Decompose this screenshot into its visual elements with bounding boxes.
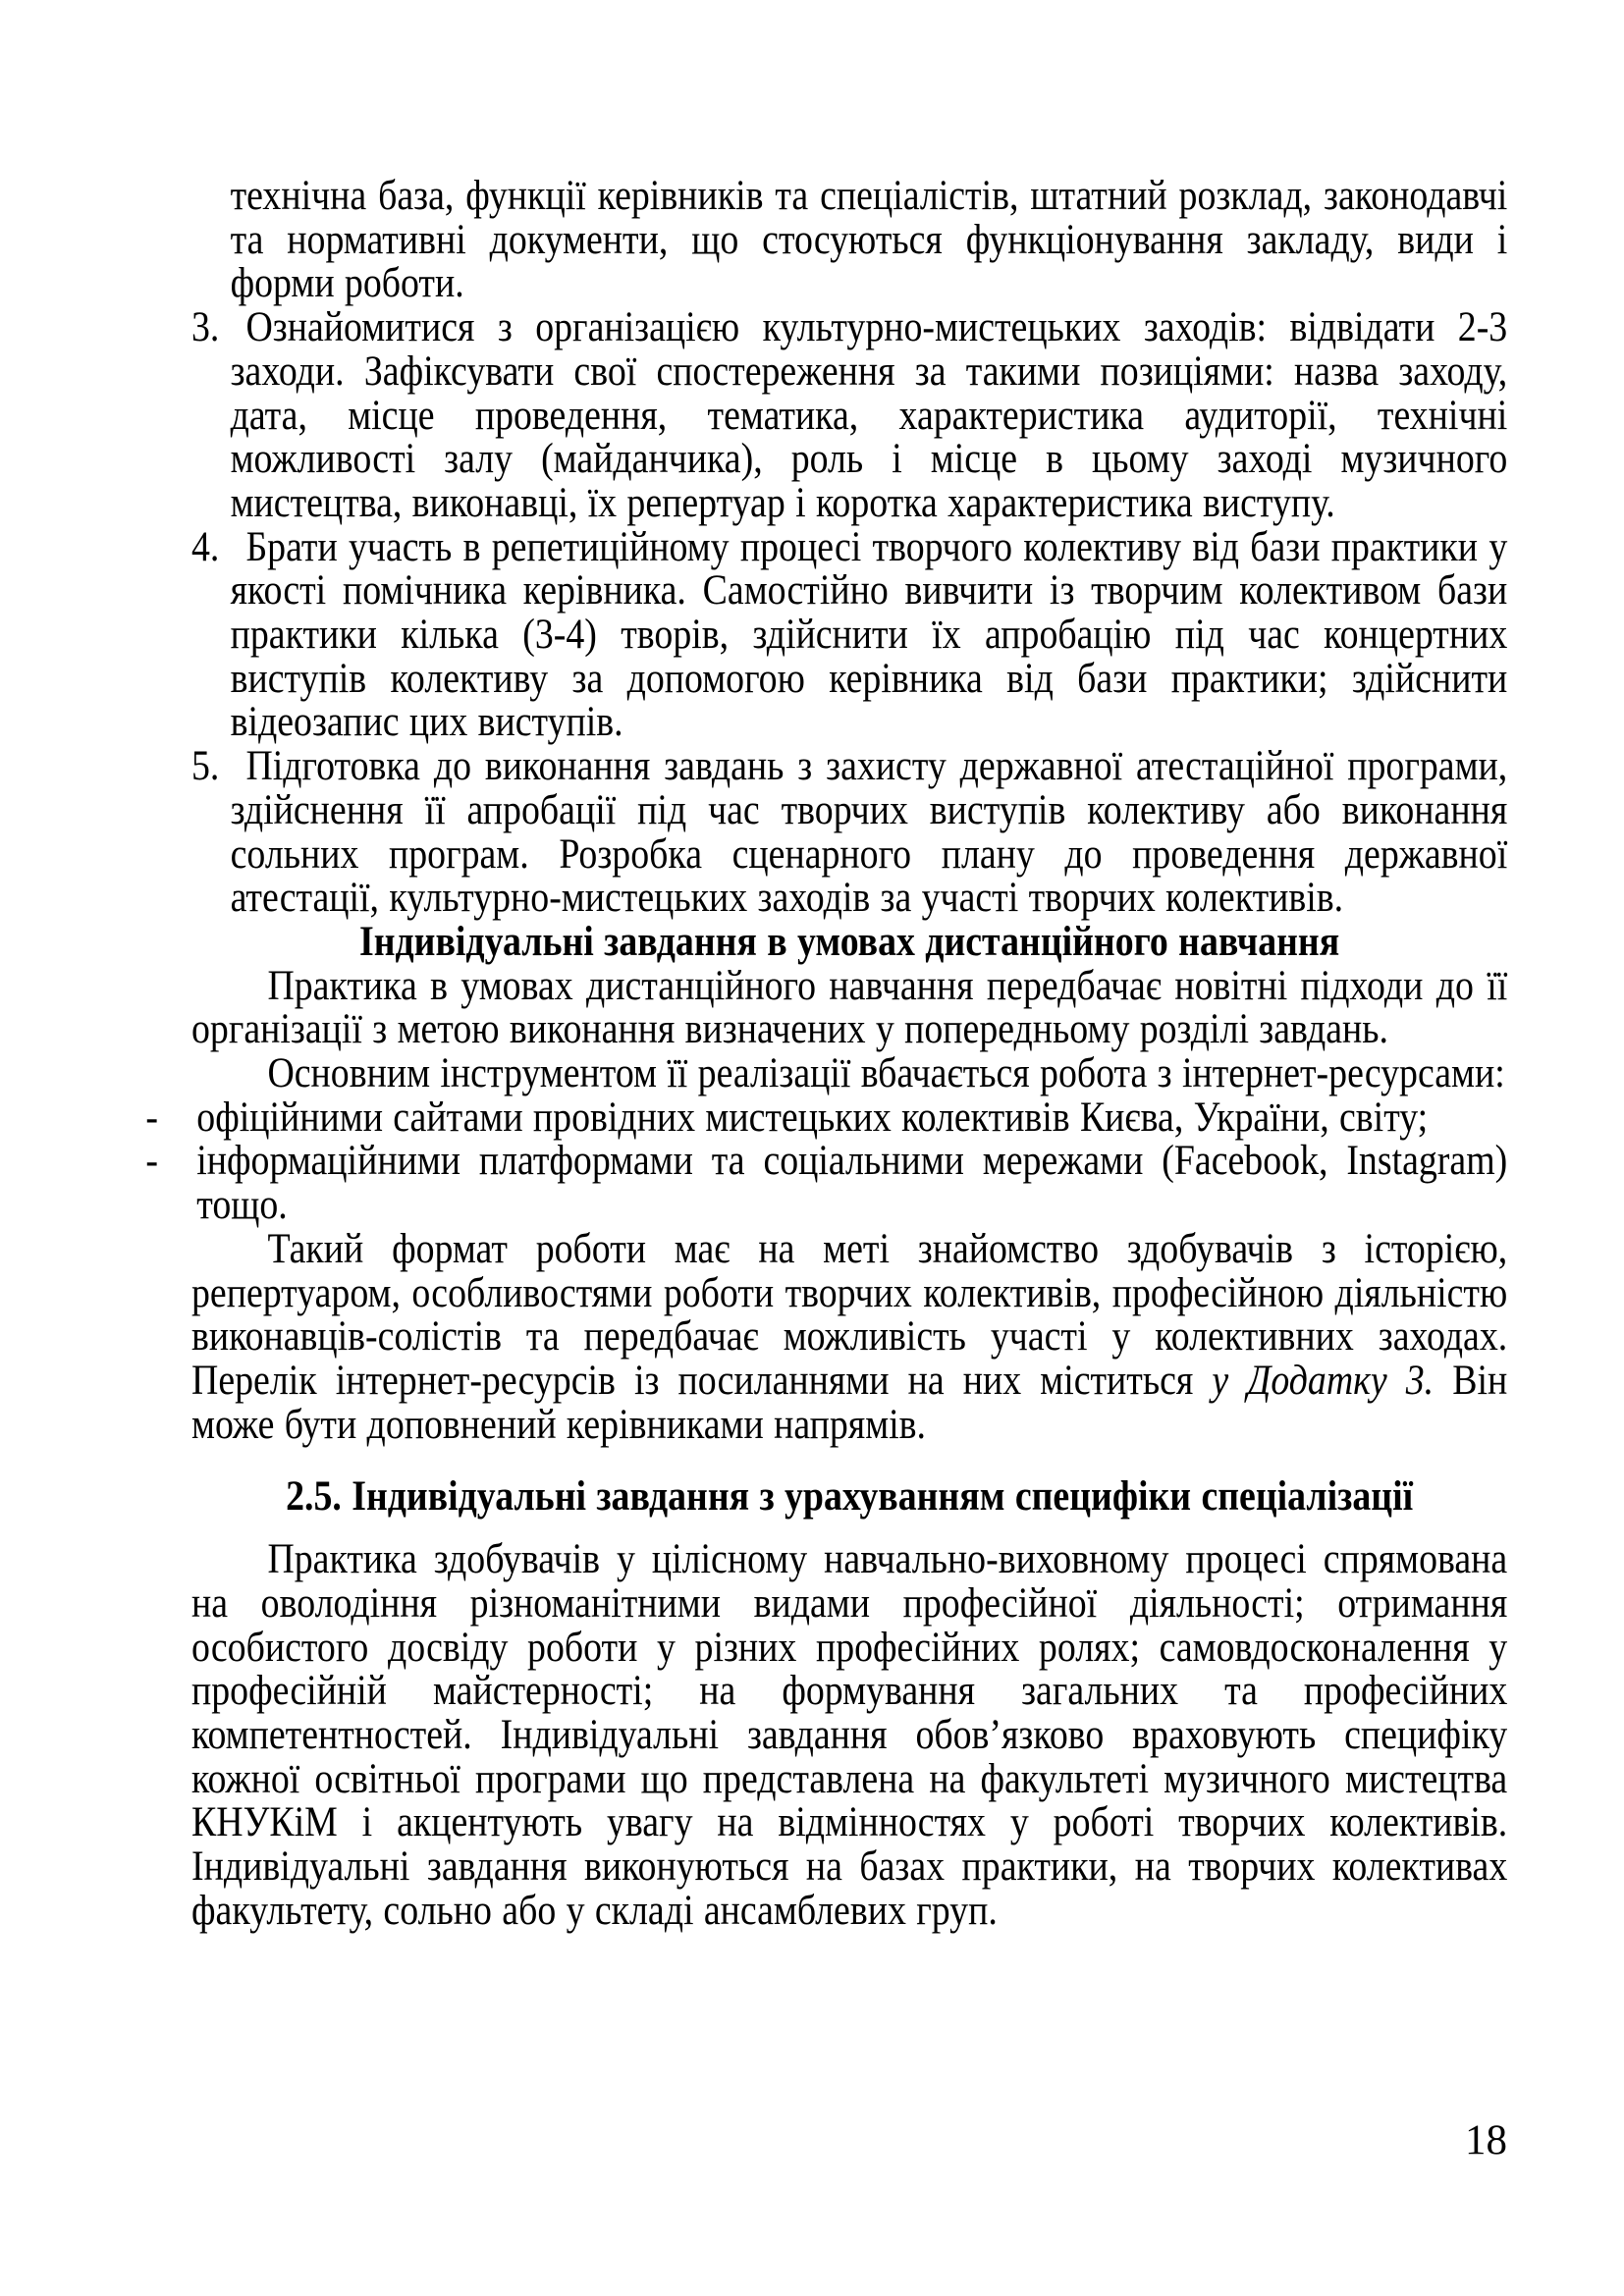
text-run: Основним інструментом її реалізації вбачається робота з інтернет-ресурсами: — [267, 1050, 1505, 1097]
text-run: Брати участь в репетиційному процесі творчого колективу від бази практики у якості помічника керівника. Самостійно вивчити із творчим колективом бази практики кілька (3-4) творів, здійснити їх апробацію під час концертних виступів колективу за допомогою керівника від бази практики; здійснити відеозапис цих виступів. — [230, 523, 1508, 746]
text-run: Такий формат роботи має на меті знайомство здобувачів з історією, репертуаром, особливостями роботи творчих колективів, професійною діяльністю виконавців-солістів та передбачає можливість участі у колективних заходах. Перелік інтернет-ресурсів із посиланнями на них міститься — [191, 1225, 1508, 1404]
paragraph — [191, 175, 1507, 306]
text-run: інформаційними платформами та соціальними мережами (Facebook, Instagram) тощо. — [196, 1138, 1508, 1229]
numbered-list-item-4 — [191, 523, 1508, 746]
text-run: Практика в умовах дистанційного навчання передбачає новітні підходи до її організації з метою виконання визначених у попередньому розділі завдань. — [191, 962, 1508, 1053]
dash-list-item — [145, 1138, 1508, 1229]
numbered-list-item-5 — [191, 745, 1507, 921]
text-run: Ознайомитися з організацією культурно-мистецьких заходів: відвідати 2-3 заходи. Зафіксувати свої спостереження за такими позиціями: назва заходу, дата, місце проведення, тематика, характеристика аудиторії, технічні можливості залу (майданчика), роль і місце в цьому заході музичного мистецтва, виконавці, їх репертуар і коротка характеристика виступу. — [230, 304, 1508, 526]
section-heading — [191, 918, 1507, 965]
text-run: Підготовка до виконання завдань з захисту державної атестаційної програми, здійснення її апробації під час творчих виступів колективу або виконання сольних програм. Розробка сценарного плану до проведення державної атестації, культурно-мистецьких заходів за участі творчих колективів. — [230, 743, 1508, 922]
text-run: 2.5. Індивідуальні завдання з урахуванням специфіки спеціалізації — [286, 1473, 1414, 1521]
item-number: 5. — [191, 743, 220, 790]
numbered-list-item-3 — [191, 306, 1507, 526]
dash-bullet: - — [145, 1094, 158, 1141]
dash-list-item — [145, 1094, 1507, 1141]
text-run: офіційними сайтами провідних мистецьких колективів Києва, України, світу; — [196, 1094, 1429, 1141]
dash-bullet: - — [145, 1138, 158, 1185]
paragraph — [191, 962, 1508, 1053]
item-number: 4. — [191, 523, 220, 570]
paragraph — [191, 1538, 1507, 1933]
item-number: 3. — [191, 304, 220, 351]
text-run: Практика здобувачів у цілісному навчально-виховному процесі спрямована на оволодіння різноманітними видами професійної діяльності; отримання особистого досвіду роботи у різних професійних ролях; самовдосконалення у професійній майстерності; на формування загальних та професійних компетентностей. Індивідуальні завдання обов’язково враховують специфіку кожної освітньої програми що представлена на факультеті музичного мистецтва КНУКіМ і акцентують увагу на відмінностях у роботі творчих колективів. Індивідуальні завдання виконуються на базах практики, на творчих колективах факультету, сольно або у складі ансамблевих груп. — [191, 1536, 1508, 1934]
section-heading — [191, 1475, 1507, 1520]
text-run: у Додатку 3. — [1212, 1357, 1435, 1404]
paragraph — [191, 1052, 1507, 1096]
text-run: Він може бути доповнений керівниками напрямів. — [191, 1357, 1508, 1448]
text-run: технічна база, функції керівників та спеціалістів, штатний розклад, законодавчі та нормативні документи, що стосуються функціонування закладу, види і форми роботи. — [230, 173, 1508, 307]
text-run: Індивідуальні завдання в умовах дистанційного навчання — [359, 918, 1340, 965]
document-text — [145, 173, 1508, 1934]
paragraph — [191, 1225, 1508, 1448]
page-number: 18 — [1465, 2117, 1507, 2163]
